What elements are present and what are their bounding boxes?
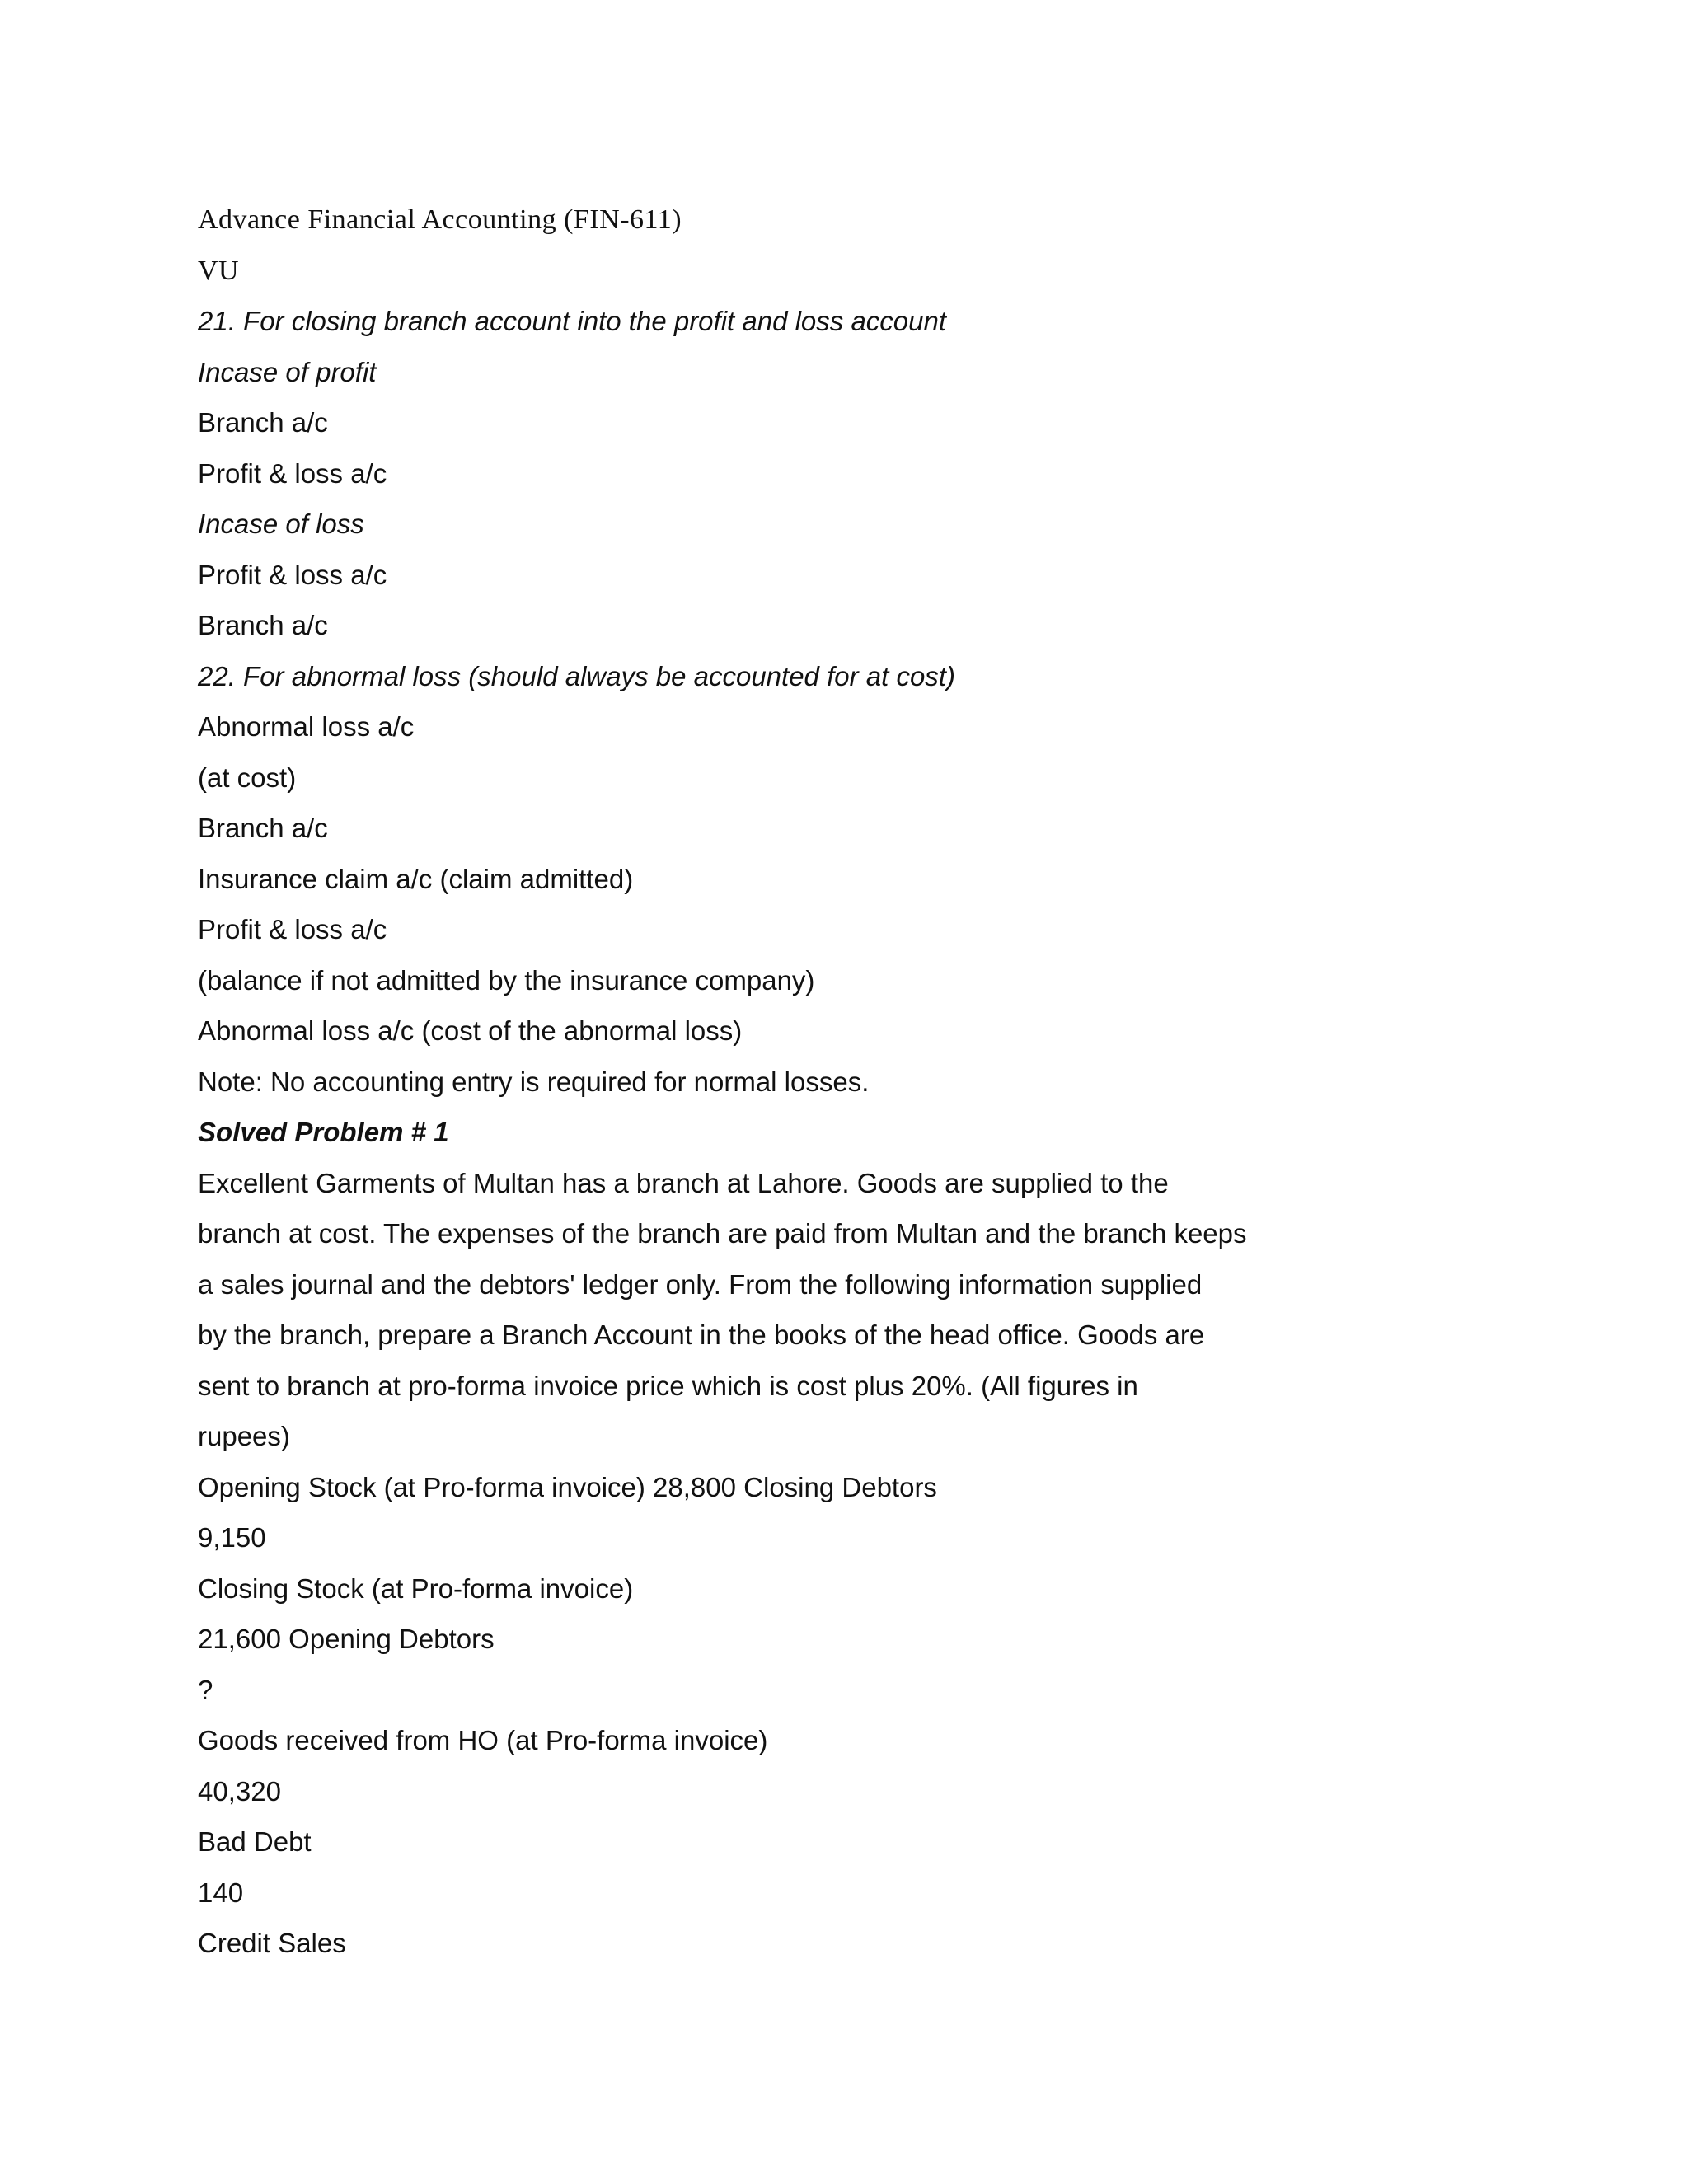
text-line: (at cost) <box>198 762 297 793</box>
page-content <box>198 194 1566 1969</box>
data-value: ? <box>198 1674 213 1705</box>
paragraph-line: by the branch, prepare a Branch Account in the books of the head office. Goods are <box>198 1319 1205 1350</box>
text-line: Branch a/c <box>198 813 328 843</box>
data-line: 21,600 Opening Debtors <box>198 1624 495 1654</box>
entry-22-heading: 22. For abnormal loss (should always be accounted for at cost) <box>198 660 955 691</box>
text-line: Abnormal loss a/c (cost of the abnormal loss) <box>198 1015 743 1046</box>
note-line: Note: No accounting entry is required for normal losses. <box>198 1066 870 1097</box>
case-profit-subheading: Incase of profit <box>198 356 377 387</box>
paragraph-line: branch at cost. The expenses of the branch are paid from Multan and the branch keeps <box>198 1218 1247 1249</box>
data-line: Bad Debt <box>198 1826 312 1857</box>
paragraph-line: rupees) <box>198 1421 290 1451</box>
course-title: Advance Financial Accounting (FIN-611) <box>198 204 682 235</box>
text-line: Profit & loss a/c <box>198 559 387 590</box>
case-loss-subheading: Incase of loss <box>198 509 364 539</box>
data-value: 40,320 <box>198 1775 281 1807</box>
text-line: Branch a/c <box>198 407 328 438</box>
data-value: 9,150 <box>198 1522 266 1553</box>
text-line: Abnormal loss a/c <box>198 711 415 742</box>
data-value: 140 <box>198 1877 244 1908</box>
paragraph-line: a sales journal and the debtors' ledger only. From the following information supplied <box>198 1268 1203 1300</box>
data-line: Opening Stock (at Pro-forma invoice) 28,800 Closing Debtors <box>198 1471 937 1502</box>
data-line: Goods received from HO (at Pro-forma invoice) <box>198 1725 768 1755</box>
text-line: Branch a/c <box>198 610 328 640</box>
solved-problem-heading: Solved Problem # 1 <box>198 1117 449 1147</box>
data-line: Closing Stock (at Pro-forma invoice) <box>198 1572 634 1604</box>
paragraph-line: Excellent Garments of Multan has a branch at Lahore. Goods are supplied to the <box>198 1167 1169 1198</box>
text-line: Insurance claim a/c (claim admitted) <box>198 863 634 894</box>
paragraph-line: sent to branch at pro-forma invoice price which is cost plus 20%. (All figures in <box>198 1370 1138 1401</box>
text-line: (balance if not admitted by the insurance company) <box>198 964 815 996</box>
text-line: Profit & loss a/c <box>198 457 387 489</box>
data-line: Credit Sales <box>198 1928 346 1958</box>
text-line: Profit & loss a/c <box>198 914 387 944</box>
institution-label: VU <box>198 255 240 286</box>
entry-21-heading: 21. For closing branch account into the profit and loss account <box>198 306 947 336</box>
